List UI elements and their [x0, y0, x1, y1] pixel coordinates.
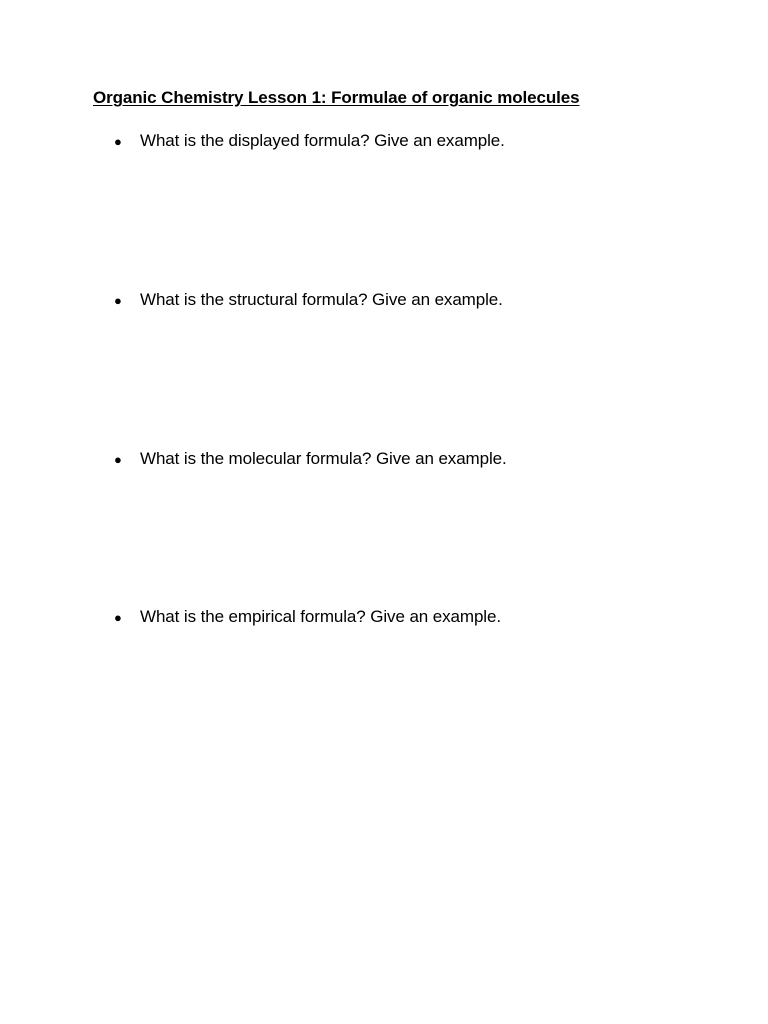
question-item-displayed-formula — [114, 129, 674, 153]
bullet-icon: ● — [114, 609, 122, 625]
question-item-empirical-formula — [114, 605, 674, 629]
page-title: Organic Chemistry Lesson 1: Formulae of organic molecules — [93, 88, 580, 107]
question-text: What is the molecular formula? Give an example. — [140, 449, 507, 468]
question-item-molecular-formula — [114, 447, 674, 471]
question-text: What is the displayed formula? Give an example. — [140, 131, 505, 150]
bullet-icon: ● — [114, 133, 122, 149]
bullet-icon: ● — [114, 451, 122, 467]
bullet-icon: ● — [114, 292, 122, 308]
question-text: What is the structural formula? Give an example. — [140, 290, 503, 309]
question-text: What is the empirical formula? Give an example. — [140, 607, 501, 626]
question-item-structural-formula — [114, 288, 674, 312]
